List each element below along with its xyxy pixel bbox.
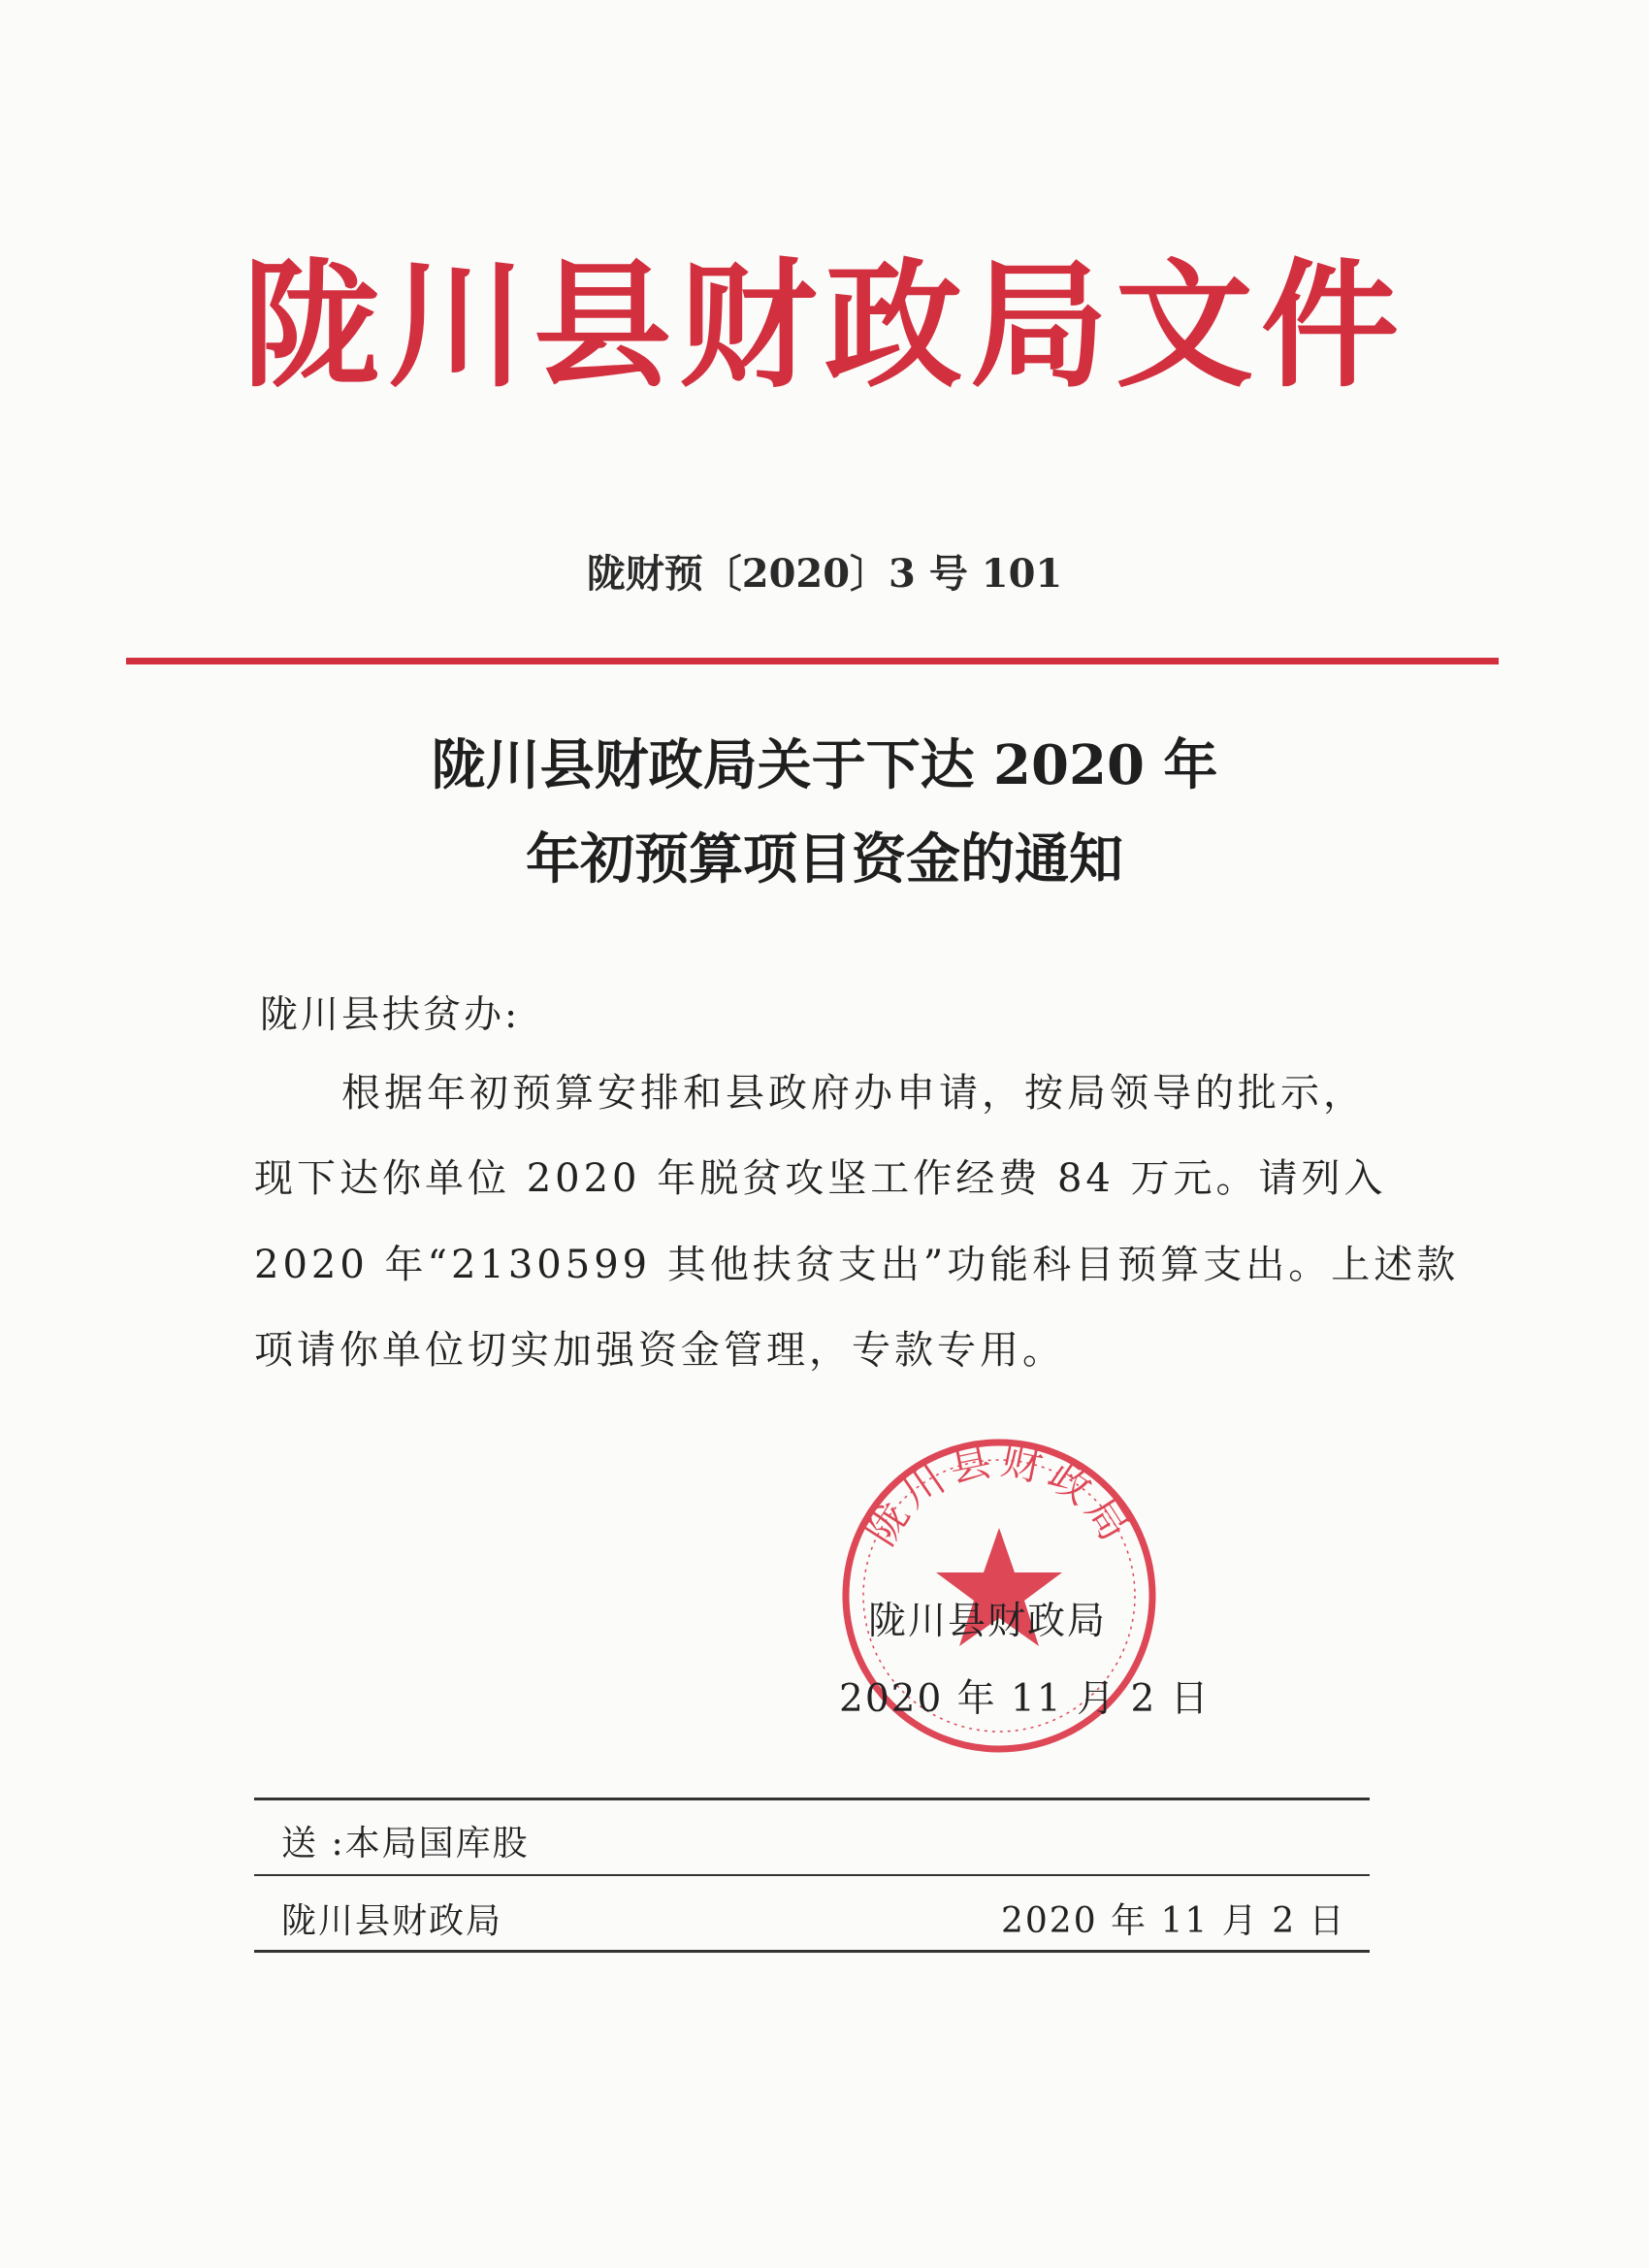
- footer-rule-bottom: [254, 1950, 1370, 1953]
- body-line-4: 项请你单位切实加强资金管理，专款专用。: [254, 1328, 1065, 1373]
- svg-text:陇川县财政局: 陇川县财政局: [857, 1436, 1142, 1554]
- footer-date: 2020 年 11 月 2 日: [1001, 1901, 1346, 1941]
- cc-recipients: 送 :本局国库股: [281, 1824, 530, 1863]
- subject-line-2: 年初预算项目资金的通知: [526, 827, 1123, 891]
- subject-line-1: 陇川县财政局关于下达 2020 年: [431, 733, 1218, 797]
- document-number: 陇财预〔2020〕3 号 101: [586, 551, 1063, 597]
- signature-organization: 陇川县财政局: [868, 1600, 1108, 1643]
- recipient: 陇川县扶贫办:: [260, 993, 521, 1037]
- red-divider: [126, 658, 1499, 664]
- signature-date: 2020 年 11 月 2 日: [839, 1677, 1211, 1721]
- footer-issuer: 陇川县财政局: [281, 1901, 503, 1941]
- body-line-3: 2020 年“2130599 其他扶贫支出”功能科目预算支出。上述款: [254, 1243, 1460, 1287]
- document-header-title: 陇川县财政局文件: [242, 245, 1406, 406]
- footer-rule-top: [254, 1798, 1370, 1800]
- footer-rule-middle: [254, 1874, 1370, 1876]
- body-line-1: 根据年初预算安排和县政府办申请，按局领导的批示，: [341, 1071, 1366, 1116]
- body-line-2: 现下达你单位 2020 年脱贫攻坚工作经费 84 万元。请列入: [254, 1156, 1387, 1201]
